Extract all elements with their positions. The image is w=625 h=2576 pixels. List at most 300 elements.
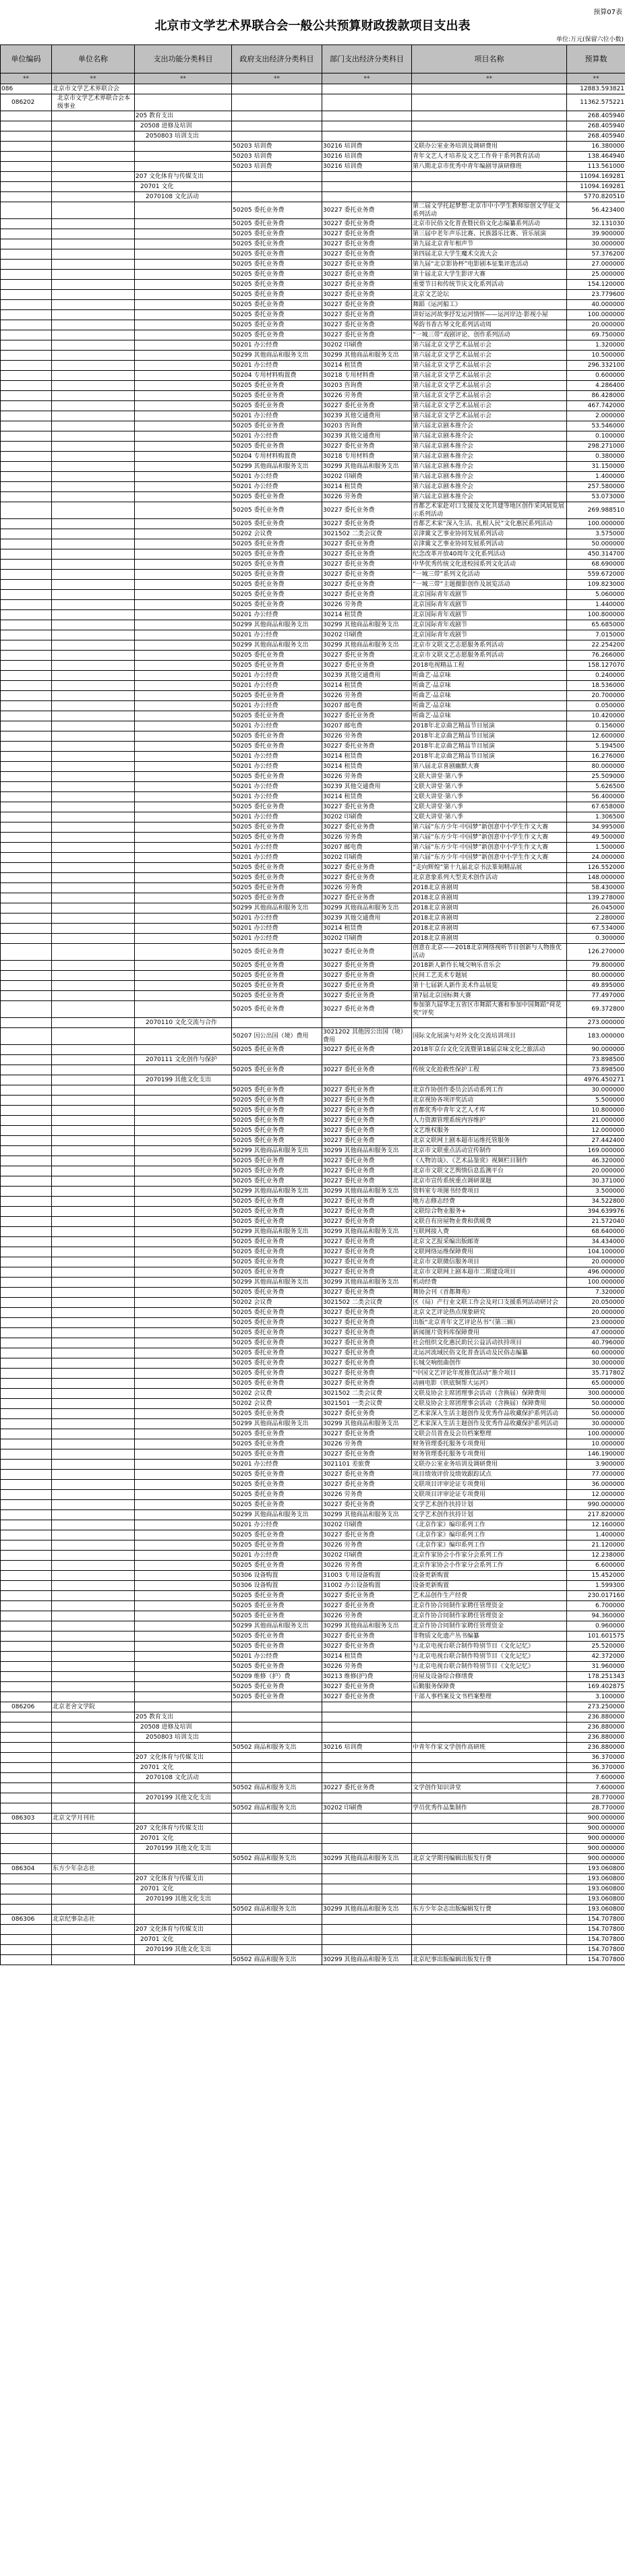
project-name-cell: 文联综合物业服务+ <box>412 1207 567 1217</box>
function-class-cell <box>135 1621 232 1631</box>
budget-amount-cell: 0.600000 <box>567 371 625 381</box>
function-class-cell <box>135 549 232 560</box>
gov-econ-class-cell: 50205 委托业务费 <box>232 249 322 260</box>
function-class-cell: 2070199 其他文化支出 <box>135 1844 232 1854</box>
unit-name-cell <box>52 219 135 229</box>
unit-name-cell <box>52 492 135 502</box>
function-class-cell <box>135 421 232 431</box>
project-name-cell: 京津冀文艺事业协同发展系列活动 <box>412 539 567 549</box>
gov-econ-class-cell <box>232 1712 322 1723</box>
gov-econ-class-cell: 50201 办公经费 <box>232 752 322 762</box>
unit-code-cell <box>1 1166 52 1176</box>
table-row <box>1 1662 625 1672</box>
project-name-cell <box>412 1018 567 1028</box>
function-class-cell <box>135 1116 232 1126</box>
project-name-cell: 第六届“东方少年·中国梦”新创意中小学生作文大赛 <box>412 822 567 833</box>
function-class-cell <box>135 873 232 883</box>
unit-code-cell <box>1 742 52 752</box>
unit-code-cell: 086303 <box>1 1814 52 1824</box>
table-row <box>1 1712 625 1723</box>
gov-econ-class-cell: 50205 委托业务费 <box>232 442 322 452</box>
function-class-cell <box>135 640 232 651</box>
unit-name-cell <box>52 944 135 961</box>
dept-econ-class-cell: 30227 委托业务费 <box>322 401 412 411</box>
unit-name-cell <box>52 991 135 1001</box>
table-row <box>1 1581 625 1591</box>
gov-econ-class-cell: 50205 委托业务费 <box>232 651 322 661</box>
dept-econ-class-cell: 30226 劳务费 <box>322 492 412 502</box>
gov-econ-class-cell: 50502 商品和服务支出 <box>232 1783 322 1793</box>
function-class-cell: 20701 文化 <box>135 1834 232 1844</box>
gov-econ-class-cell: 50502 商品和服务支出 <box>232 1955 322 1965</box>
function-class-cell <box>135 1510 232 1520</box>
gov-econ-class-cell: 50205 委托业务费 <box>232 1217 322 1227</box>
budget-amount-cell: 27.442400 <box>567 1136 625 1146</box>
function-class-cell <box>135 971 232 981</box>
project-name-cell: 北京国际青年戏剧节 <box>412 620 567 630</box>
unit-name-cell <box>52 1217 135 1227</box>
function-class-cell <box>135 1702 232 1712</box>
budget-amount-cell: 5.626500 <box>567 782 625 792</box>
project-name-cell: 中华优秀传统文化进校园系列文化活动 <box>412 560 567 570</box>
budget-amount-cell: 5770.820510 <box>567 192 625 202</box>
unit-name-cell <box>52 1672 135 1682</box>
unit-name-cell <box>52 1328 135 1338</box>
unit-name-cell <box>52 1783 135 1793</box>
table-row <box>1 731 625 742</box>
table-row <box>1 1945 625 1955</box>
gov-econ-class-cell <box>232 1814 322 1824</box>
project-name-cell <box>412 1915 567 1925</box>
gov-econ-class-cell: 50205 委托业务费 <box>232 1096 322 1106</box>
project-name-cell: 机动经费 <box>412 1278 567 1288</box>
budget-amount-cell: 65.685000 <box>567 620 625 630</box>
gov-econ-class-cell: 50299 其他商品和服务支出 <box>232 1187 322 1197</box>
dept-econ-class-cell: 30299 其他商品和服务支出 <box>322 640 412 651</box>
function-class-cell <box>135 600 232 610</box>
function-class-cell <box>135 1662 232 1672</box>
gov-econ-class-cell: 50205 委托业务费 <box>232 944 322 961</box>
gov-econ-class-cell: 50205 委托业务费 <box>232 1257 322 1267</box>
budget-amount-cell: 268.405940 <box>567 111 625 121</box>
budget-amount-cell: 42.372000 <box>567 1652 625 1662</box>
dept-econ-class-cell <box>322 1793 412 1803</box>
budget-amount-cell: 100.000000 <box>567 519 625 529</box>
project-name-cell <box>412 1834 567 1844</box>
dept-econ-class-cell: 30227 委托业务费 <box>322 1217 412 1227</box>
unit-code-cell <box>1 1551 52 1561</box>
unit-name-cell <box>52 330 135 340</box>
unit-name-cell: 北京文学月刊社 <box>52 1814 135 1824</box>
function-class-cell: 20701 文化 <box>135 1884 232 1894</box>
project-name-cell: 北京纪事出版编辑出版发行费 <box>412 1955 567 1965</box>
project-name-cell: 北京市民俗文化普查暨民俗文化志编纂系列活动 <box>412 219 567 229</box>
table-row <box>1 1611 625 1621</box>
dept-econ-class-cell <box>322 1733 412 1743</box>
gov-econ-class-cell: 50205 委托业务费 <box>232 1490 322 1500</box>
unit-code-cell <box>1 1096 52 1106</box>
table-row <box>1 1399 625 1409</box>
dept-econ-class-cell: 30227 委托业务费 <box>322 1237 412 1247</box>
unit-code-cell <box>1 1085 52 1096</box>
project-name-cell: 2018北京喜剧周 <box>412 893 567 903</box>
budget-amount-cell: 21.120000 <box>567 1540 625 1551</box>
dept-econ-class-cell <box>322 1702 412 1712</box>
function-class-cell <box>135 961 232 971</box>
budget-amount-cell: 7.600000 <box>567 1783 625 1793</box>
table-row <box>1 991 625 1001</box>
table-row <box>1 131 625 142</box>
unit-code-cell <box>1 924 52 934</box>
gov-econ-class-cell: 50209 维修（护）费 <box>232 1672 322 1682</box>
budget-amount-cell: 1.400000 <box>567 472 625 482</box>
gov-econ-class-cell: 50205 委托业务费 <box>232 1116 322 1126</box>
dept-econ-class-cell: 30202 印刷费 <box>322 934 412 944</box>
table-row <box>1 971 625 981</box>
function-class-cell: 207 文化体育与传媒支出 <box>135 1925 232 1935</box>
unit-code-cell <box>1 1267 52 1278</box>
project-name-cell: 房屋及设备综合修缮费 <box>412 1672 567 1682</box>
budget-amount-cell: 900.000000 <box>567 1844 625 1854</box>
table-row <box>1 1672 625 1682</box>
project-name-cell: 第十七届新人新作美术作品展览 <box>412 981 567 991</box>
header-function-class: 支出功能分类科目 <box>135 45 232 73</box>
project-name-cell <box>412 1945 567 1955</box>
budget-amount-cell: 11362.575221 <box>567 94 625 111</box>
unit-name-cell: 北京老舍文学院 <box>52 1702 135 1712</box>
unit-name-cell <box>52 651 135 661</box>
unit-code-cell <box>1 1884 52 1894</box>
unit-name-cell <box>52 310 135 320</box>
unit-code-cell <box>1 570 52 580</box>
dept-econ-class-cell: 30226 劳务费 <box>322 1561 412 1571</box>
function-class-cell <box>135 1419 232 1429</box>
function-class-cell <box>135 782 232 792</box>
gov-econ-class-cell: 50502 商品和服务支出 <box>232 1743 322 1753</box>
unit-code-cell <box>1 330 52 340</box>
gov-econ-class-cell: 50205 委托业务费 <box>232 1631 322 1642</box>
budget-amount-cell: 30.000000 <box>567 1419 625 1429</box>
unit-name-cell <box>52 924 135 934</box>
unit-name-cell <box>52 172 135 182</box>
budget-amount-cell: 77.000000 <box>567 1470 625 1480</box>
table-row <box>1 1055 625 1065</box>
unit-name-cell <box>52 1288 135 1298</box>
unit-code-cell <box>1 691 52 701</box>
table-row <box>1 1642 625 1652</box>
dept-econ-class-cell: 30227 委托业务费 <box>322 1207 412 1217</box>
dept-econ-class-cell: 30299 其他商品和服务支出 <box>322 1905 412 1915</box>
table-row <box>1 1075 625 1085</box>
table-row <box>1 1925 625 1935</box>
table-row <box>1 701 625 711</box>
function-class-cell <box>135 792 232 802</box>
function-class-cell <box>135 991 232 1001</box>
unit-name-cell <box>52 1439 135 1449</box>
unit-name-cell <box>52 239 135 249</box>
unit-code-cell <box>1 121 52 131</box>
dept-econ-class-cell: 30227 委托业务费 <box>322 1449 412 1460</box>
unit-code-cell <box>1 1571 52 1581</box>
unit-code-cell <box>1 1490 52 1500</box>
gov-econ-class-cell: 50205 委托业务费 <box>232 1429 322 1439</box>
gov-econ-class-cell: 50201 办公经费 <box>232 782 322 792</box>
unit-code-cell <box>1 1824 52 1834</box>
budget-amount-cell: 30.000000 <box>567 239 625 249</box>
budget-amount-cell: 36.370000 <box>567 1763 625 1773</box>
budget-amount-cell: 900.000000 <box>567 1854 625 1864</box>
table-row <box>1 610 625 620</box>
project-name-cell: 财务管理委托服务专项费用 <box>412 1449 567 1460</box>
dept-econ-class-cell: 30227 委托业务费 <box>322 202 412 219</box>
function-class-cell <box>135 1571 232 1581</box>
dept-econ-class-cell: 30214 租赁费 <box>322 482 412 492</box>
unit-name-cell <box>52 600 135 610</box>
function-class-cell <box>135 492 232 502</box>
unit-code-cell <box>1 971 52 981</box>
unit-code-cell <box>1 1409 52 1419</box>
budget-amount-cell: 126.270000 <box>567 944 625 961</box>
unit-code-cell <box>1 1723 52 1733</box>
project-name-cell: 文联自有房屋物业费和供暖费 <box>412 1217 567 1227</box>
function-class-cell <box>135 351 232 361</box>
project-name-cell: 北京国际青年戏剧节 <box>412 600 567 610</box>
gov-econ-class-cell: 50205 委托业务费 <box>232 421 322 431</box>
table-row <box>1 172 625 182</box>
function-class-cell <box>135 472 232 482</box>
function-class-cell <box>135 1227 232 1237</box>
table-row <box>1 1935 625 1945</box>
project-name-cell <box>412 94 567 111</box>
function-class-cell <box>135 1267 232 1278</box>
dept-econ-class-cell: 30227 委托业务费 <box>322 1682 412 1692</box>
unit-code-cell <box>1 111 52 121</box>
budget-amount-cell: 67.534000 <box>567 924 625 934</box>
unit-name-cell <box>52 121 135 131</box>
function-class-cell <box>135 202 232 219</box>
table-row <box>1 94 625 111</box>
project-name-cell <box>412 121 567 131</box>
function-class-cell: 205 教育支出 <box>135 111 232 121</box>
dept-econ-class-cell: 30227 委托业务费 <box>322 1001 412 1018</box>
function-class-cell <box>135 381 232 391</box>
budget-amount-cell: 80.000000 <box>567 762 625 772</box>
budget-amount-cell: 10.420000 <box>567 711 625 721</box>
unit-code-cell <box>1 192 52 202</box>
function-class-cell <box>135 883 232 893</box>
report-title: 北京市文学艺术界联合会一般公共预算财政拨款项目支出表 <box>154 19 471 33</box>
dept-econ-class-cell: 3021101 差旅费 <box>322 1460 412 1470</box>
header-unit-name: 单位名称 <box>52 45 135 73</box>
project-name-cell <box>412 182 567 192</box>
project-name-cell <box>412 1824 567 1834</box>
unit-name-cell <box>52 1166 135 1176</box>
gov-econ-class-cell: 50205 委托业务费 <box>232 833 322 843</box>
dept-econ-class-cell: 30202 印刷费 <box>322 1520 412 1530</box>
unit-name-cell <box>52 539 135 549</box>
gov-econ-class-cell <box>232 1874 322 1884</box>
dept-econ-class-cell: 30227 委托业务费 <box>322 570 412 580</box>
unit-code-cell <box>1 280 52 290</box>
dept-econ-class-cell <box>322 1945 412 1955</box>
unit-code-cell <box>1 1662 52 1672</box>
dept-econ-class-cell: 30227 委托业务费 <box>322 1176 412 1187</box>
budget-amount-cell: 268.405940 <box>567 121 625 131</box>
unit-name-cell <box>52 1621 135 1631</box>
budget-amount-cell: 30.000000 <box>567 1085 625 1096</box>
unit-name-cell <box>52 1561 135 1571</box>
dept-econ-class-cell: 3021502 二类会议费 <box>322 1389 412 1399</box>
unit-name-cell <box>52 1389 135 1399</box>
function-class-cell <box>135 590 232 600</box>
table-row <box>1 1591 625 1601</box>
table-row <box>1 961 625 971</box>
dept-econ-class-cell: 30227 委托业务费 <box>322 300 412 310</box>
project-name-cell: 第六届北京文学艺术品展示会 <box>412 381 567 391</box>
unit-code-cell <box>1 1207 52 1217</box>
table-row <box>1 1733 625 1743</box>
table-row <box>1 239 625 249</box>
function-class-cell <box>135 1955 232 1965</box>
gov-econ-class-cell: 50201 办公经费 <box>232 1520 322 1530</box>
project-name-cell: 第六届北京文学艺术品展示会 <box>412 361 567 371</box>
function-class-cell <box>135 1085 232 1096</box>
budget-amount-cell: 1.599300 <box>567 1581 625 1591</box>
budget-amount-cell: 40.000000 <box>567 300 625 310</box>
budget-amount-cell: 3.100000 <box>567 1692 625 1702</box>
budget-amount-cell: 35.717802 <box>567 1369 625 1379</box>
unit-name-cell <box>52 111 135 121</box>
function-class-cell <box>135 1814 232 1824</box>
gov-econ-class-cell: 50205 委托业务费 <box>232 401 322 411</box>
project-name-cell: 与北京电视台联合制作特别节目《文化记忆》 <box>412 1652 567 1662</box>
budget-amount-cell: 100.000000 <box>567 1429 625 1439</box>
unit-name-cell <box>52 570 135 580</box>
gov-econ-class-cell: 50201 办公经费 <box>232 1652 322 1662</box>
unit-name-cell <box>52 1500 135 1510</box>
table-row <box>1 1520 625 1530</box>
project-name-cell: 第7届北京国标舞大赛 <box>412 991 567 1001</box>
function-class-cell <box>135 1217 232 1227</box>
budget-amount-cell: 12.160000 <box>567 1520 625 1530</box>
header-project-name: 项目名称 <box>412 45 567 73</box>
project-name-cell <box>412 1712 567 1723</box>
budget-amount-cell: 7.600000 <box>567 1773 625 1783</box>
table-row <box>1 822 625 833</box>
table-row <box>1 1571 625 1581</box>
unit-code-cell <box>1 182 52 192</box>
project-name-cell <box>412 1055 567 1065</box>
function-class-cell <box>135 1028 232 1045</box>
gov-econ-class-cell: 50201 办公经费 <box>232 431 322 442</box>
gov-econ-class-cell: 50205 委托业务费 <box>232 1106 322 1116</box>
placeholder-cell: ** <box>52 73 135 84</box>
gov-econ-class-cell: 50201 办公经费 <box>232 812 322 822</box>
dept-econ-class-cell: 30226 劳务费 <box>322 1540 412 1551</box>
table-row <box>1 1237 625 1247</box>
unit-name-cell <box>52 1530 135 1540</box>
project-name-cell: 2018北京喜剧周 <box>412 883 567 893</box>
unit-code-cell <box>1 1358 52 1369</box>
table-row <box>1 792 625 802</box>
table-row <box>1 229 625 239</box>
dept-econ-class-cell: 30239 其他交通费用 <box>322 671 412 681</box>
budget-amount-cell: 0.240000 <box>567 671 625 681</box>
dept-econ-class-cell: 30214 租赁费 <box>322 1652 412 1662</box>
gov-econ-class-cell <box>232 1733 322 1743</box>
unit-code-cell <box>1 1692 52 1702</box>
function-class-cell: 2070108 文化活动 <box>135 1773 232 1783</box>
unit-code-cell <box>1 671 52 681</box>
gov-econ-class-cell: 50205 委托业务费 <box>232 742 322 752</box>
budget-amount-cell: 193.060800 <box>567 1864 625 1874</box>
project-name-cell: 听曲艺·品京味 <box>412 701 567 711</box>
dept-econ-class-cell: 30214 租赁费 <box>322 752 412 762</box>
gov-econ-class-cell: 50201 办公经费 <box>232 1551 322 1561</box>
gov-econ-class-cell: 50205 委托业务费 <box>232 1176 322 1187</box>
table-row <box>1 84 625 94</box>
gov-econ-class-cell: 50201 办公经费 <box>232 340 322 351</box>
function-class-cell <box>135 822 232 833</box>
unit-code-cell <box>1 452 52 462</box>
project-name-cell: 文联大讲堂·第八季 <box>412 802 567 812</box>
gov-econ-class-cell: 50205 委托业务费 <box>232 202 322 219</box>
dept-econ-class-cell: 3021502 二类会议费 <box>322 529 412 539</box>
function-class-cell <box>135 1409 232 1419</box>
unit-name-cell <box>52 1429 135 1439</box>
gov-econ-class-cell <box>232 1753 322 1763</box>
dept-econ-class-cell: 30227 委托业务费 <box>322 1530 412 1540</box>
dept-econ-class-cell: 30202 印刷费 <box>322 472 412 482</box>
gov-econ-class-cell: 50205 委托业务费 <box>232 991 322 1001</box>
unit-name-cell <box>52 681 135 691</box>
gov-econ-class-cell: 50201 办公经费 <box>232 610 322 620</box>
budget-amount-cell: 50.000000 <box>567 539 625 549</box>
unit-code-cell <box>1 991 52 1001</box>
unit-name-cell <box>52 1520 135 1530</box>
table-row <box>1 142 625 152</box>
gov-econ-class-cell: 50205 委托业务费 <box>232 310 322 320</box>
unit-code-cell <box>1 320 52 330</box>
dept-econ-class-cell: 30227 委托业务费 <box>322 1045 412 1055</box>
unit-name-cell <box>52 1136 135 1146</box>
budget-amount-cell: 169.402875 <box>567 1682 625 1692</box>
unit-code-cell <box>1 492 52 502</box>
placeholder-cell: ** <box>1 73 52 84</box>
function-class-cell <box>135 560 232 570</box>
function-class-cell <box>135 1449 232 1460</box>
unit-code-cell <box>1 913 52 924</box>
table-row <box>1 1176 625 1187</box>
budget-amount-cell: 100.800000 <box>567 610 625 620</box>
unit-code-cell <box>1 1018 52 1028</box>
unit-code-cell <box>1 381 52 391</box>
function-class-cell <box>135 1247 232 1257</box>
dept-econ-class-cell: 30226 劳务费 <box>322 731 412 742</box>
project-name-cell: 第九届北京青年相声节 <box>412 239 567 249</box>
table-row <box>1 320 625 330</box>
unit-code-cell <box>1 1399 52 1409</box>
unit-code-cell <box>1 442 52 452</box>
table-row <box>1 111 625 121</box>
table-row <box>1 1540 625 1551</box>
budget-amount-cell: 146.190000 <box>567 1449 625 1460</box>
gov-econ-class-cell: 50205 委托业务费 <box>232 1358 322 1369</box>
unit-name-cell <box>52 1126 135 1136</box>
dept-econ-class-cell: 30227 委托业务费 <box>322 1116 412 1126</box>
gov-econ-class-cell: 50205 委托业务费 <box>232 873 322 883</box>
function-class-cell <box>135 752 232 762</box>
